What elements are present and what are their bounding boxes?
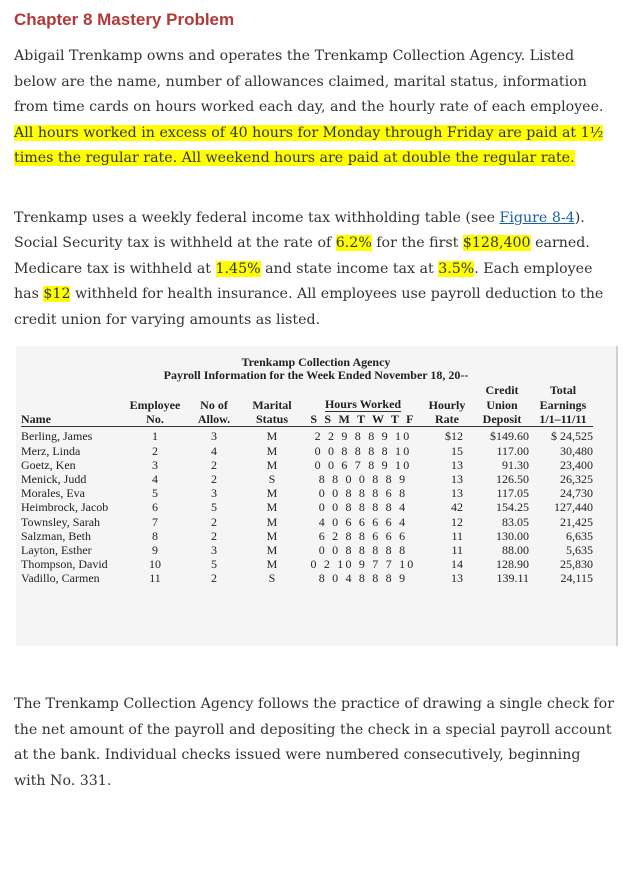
table-row [21,515,593,529]
employee-name-cell: Townsley, Sarah [21,514,101,529]
table-row [21,557,593,571]
employee-name-cell: Thompson, David [21,557,108,572]
rate-header-1: Hourly [428,398,466,412]
allow-header-1: No of [200,398,228,412]
payroll-table-image [16,346,618,646]
hours-worked-cell: 0 0 8 8 8 8 8 [318,543,408,558]
allowances-cell: 3 [211,543,217,558]
total-earnings-cell: 6,635 [566,528,593,543]
credit-union-deposit-cell: $149.60 [490,429,529,444]
credit-union-deposit-cell: 91.30 [502,457,529,472]
allowances-cell: 2 [211,472,217,487]
table-row [21,472,593,486]
text-segment: and state income tax at [260,260,439,277]
employee-number-cell: 4 [152,472,158,487]
withholding-paragraph [14,206,615,334]
allowances-cell: 2 [211,528,217,543]
hourly-rate-cell: 13 [451,457,463,472]
credit-union-deposit-cell: 117.05 [496,486,529,501]
marital-header-2: Status [241,412,303,427]
marital-status-cell: S [268,571,276,586]
total-earnings-cell: 24,730 [560,486,593,501]
allowances-cell: 2 [211,457,217,472]
hourly-rate-cell: 13 [451,571,463,586]
table-row [21,543,593,557]
total-earnings-cell: 24,115 [560,571,593,586]
hourly-rate-cell: 11 [451,543,463,558]
hours-worked-cell: 0 0 8 8 8 8 4 [318,500,408,515]
figure-8-4-link[interactable]: Figure 8-4 [499,209,575,226]
total-header-2: Earnings [539,398,587,412]
table-row [21,429,593,443]
marital-status-cell: M [266,486,278,501]
employee-name-cell: Layton, Esther [21,543,92,558]
hourly-rate-cell: $12 [445,429,463,444]
allowances-cell: 5 [211,500,217,515]
allow-header-2: Allow. [187,412,241,427]
name-header: Name [21,412,123,427]
table-subtitle: Payroll Information for the Week Ended November 18, 20-- [163,368,469,382]
credit-union-deposit-cell: 126.50 [496,472,529,487]
credit-union-deposit-cell: 117.00 [496,443,529,458]
overtime-rule-highlight: All hours worked in excess of 40 hours for Monday through Friday are paid at 1½ times the regular rate. All weekend hours are paid at double the regular rate. [14,124,604,166]
credit-union-deposit-cell: 154.25 [496,500,529,515]
allowances-cell: 4 [211,443,217,458]
employee-name-cell: Merz, Linda [21,443,81,458]
state-tax-highlight: 3.5% [438,260,475,277]
table-row [21,458,593,472]
employee-name-cell: Heimbrock, Jacob [21,500,109,515]
hours-worked-cell: 2 2 9 8 8 9 10 [314,429,412,444]
total-earnings-cell: 21,425 [560,514,593,529]
employee-number-cell: 3 [152,457,158,472]
ss-limit-highlight: $128,400 [462,235,531,251]
allowances-cell: 3 [211,486,217,501]
employee-name-cell: Vadillo, Carmen [21,571,100,586]
marital-status-cell: M [266,500,278,515]
hours-header-1: Hours Worked [324,397,402,412]
marital-status-cell: S [268,472,276,487]
credit-union-deposit-cell: 139.11 [496,571,529,586]
allowances-cell: 2 [211,514,217,529]
intro-paragraph [14,44,615,172]
marital-header-1: Marital [252,398,292,412]
marital-status-cell: M [266,429,278,444]
employee-name-cell: Menick, Judd [21,472,87,487]
table-row [21,529,593,543]
marital-status-cell: M [266,514,278,529]
employee-number-cell: 9 [152,543,158,558]
credit-union-deposit-cell: 130.00 [496,528,529,543]
employee-header-2: No. [123,412,187,427]
hourly-rate-cell: 13 [451,486,463,501]
employee-number-cell: 11 [149,571,161,586]
health-insurance-highlight: $12 [43,286,71,302]
allowances-cell: 2 [211,571,217,586]
text-segment: Trenkamp uses a weekly federal income tax withholding table (see [14,209,500,226]
hours-worked-cell: 0 2 10 9 7 7 10 [310,557,416,572]
credit-header-2: Union [486,398,518,412]
hours-worked-cell: 8 8 0 0 8 8 9 [318,472,408,487]
table-row [21,444,593,458]
total-earnings-cell: 26,325 [560,472,593,487]
hours-worked-cell: 6 2 8 8 6 6 6 [318,528,408,543]
chapter-heading: Chapter 8 Mastery Problem [14,10,235,29]
total-earnings-cell: 127,440 [554,500,593,515]
payroll-table [21,383,593,586]
total-earnings-cell: 23,400 [560,457,593,472]
text-segment: for the first [371,235,463,251]
hours-worked-cell: 0 0 6 7 8 9 10 [314,457,412,472]
credit-union-deposit-cell: 88.00 [502,543,529,558]
hourly-rate-cell: 14 [451,557,463,572]
rate-header-2: Rate [423,412,471,427]
credit-header-1: Credit [485,383,519,397]
employee-number-cell: 6 [152,500,158,515]
employee-name-cell: Berling, James [21,429,93,444]
hourly-rate-cell: 11 [451,528,463,543]
hourly-rate-cell: 15 [451,443,463,458]
employee-number-cell: 2 [152,443,158,458]
hours-worked-cell: 8 0 4 8 8 8 9 [318,571,408,586]
closing-paragraph: The Trenkamp Collection Agency follows the practice of drawing a single check for the net amount of the payroll and depositing the check in a special payroll account at the bank. Individual checks issued were numbered consecutively, beginning with No. 331. [14,696,614,789]
total-header-1: Total [549,383,577,397]
medicare-rate-highlight: 1.45% [215,260,261,277]
employee-number-cell: 5 [152,486,158,501]
employee-number-cell: 1 [152,429,158,444]
hours-worked-cell: 4 0 6 6 6 6 4 [318,514,408,529]
text-segment: earned. Medicare tax is withheld at [14,235,590,277]
text-segment: withheld for health insurance. All employees use payroll deduction to the credit union for varying amounts as listed. [14,286,604,328]
payroll-rows [21,429,593,585]
hourly-rate-cell: 13 [451,472,463,487]
allowances-cell: 5 [211,557,217,572]
employee-name-cell: Salzman, Beth [21,528,91,543]
text-segment: ). Social Security tax is withheld at the rate of [14,209,585,251]
total-earnings-cell: 30,480 [560,443,593,458]
total-header-3: 1/1–11/11 [533,412,593,427]
hours-worked-cell: 0 0 8 8 8 6 8 [318,486,408,501]
table-title: Trenkamp Collection Agency [241,355,391,369]
allowances-cell: 3 [211,429,217,444]
intro-text: Abigail Trenkamp owns and operates the Trenkamp Collection Agency. Listed below are the name, number of allowances claimed, marital status, information from time cards on hours worked each day, and the hourly rate of each employee. [14,48,604,115]
table-row [21,571,593,585]
employee-name-cell: Morales, Eva [21,486,85,501]
employee-number-cell: 10 [149,557,161,572]
text-segment: . Each employee has [14,260,593,302]
marital-status-cell: M [266,457,278,472]
credit-union-deposit-cell: 83.05 [502,514,529,529]
hourly-rate-cell: 12 [451,514,463,529]
hours-worked-cell: 0 0 8 8 8 8 10 [314,443,412,458]
total-earnings-cell: 25,830 [560,557,593,572]
credit-header-3: Deposit [471,412,533,427]
total-earnings-cell: $ 24,525 [551,429,593,444]
ss-rate-highlight: 6.2% [335,235,372,251]
employee-header-1: Employee [129,398,181,412]
credit-union-deposit-cell: 128.90 [496,557,529,572]
employee-number-cell: 7 [152,514,158,529]
employee-name-cell: Goetz, Ken [21,457,76,472]
marital-status-cell: M [266,443,278,458]
table-row [21,500,593,514]
marital-status-cell: M [266,557,278,572]
marital-status-cell: M [266,528,278,543]
table-row [21,486,593,500]
marital-status-cell: M [266,543,278,558]
total-earnings-cell: 5,635 [566,543,593,558]
hourly-rate-cell: 42 [451,500,463,515]
employee-number-cell: 8 [152,528,158,543]
hours-day-header: S S M T W T F [303,412,423,427]
